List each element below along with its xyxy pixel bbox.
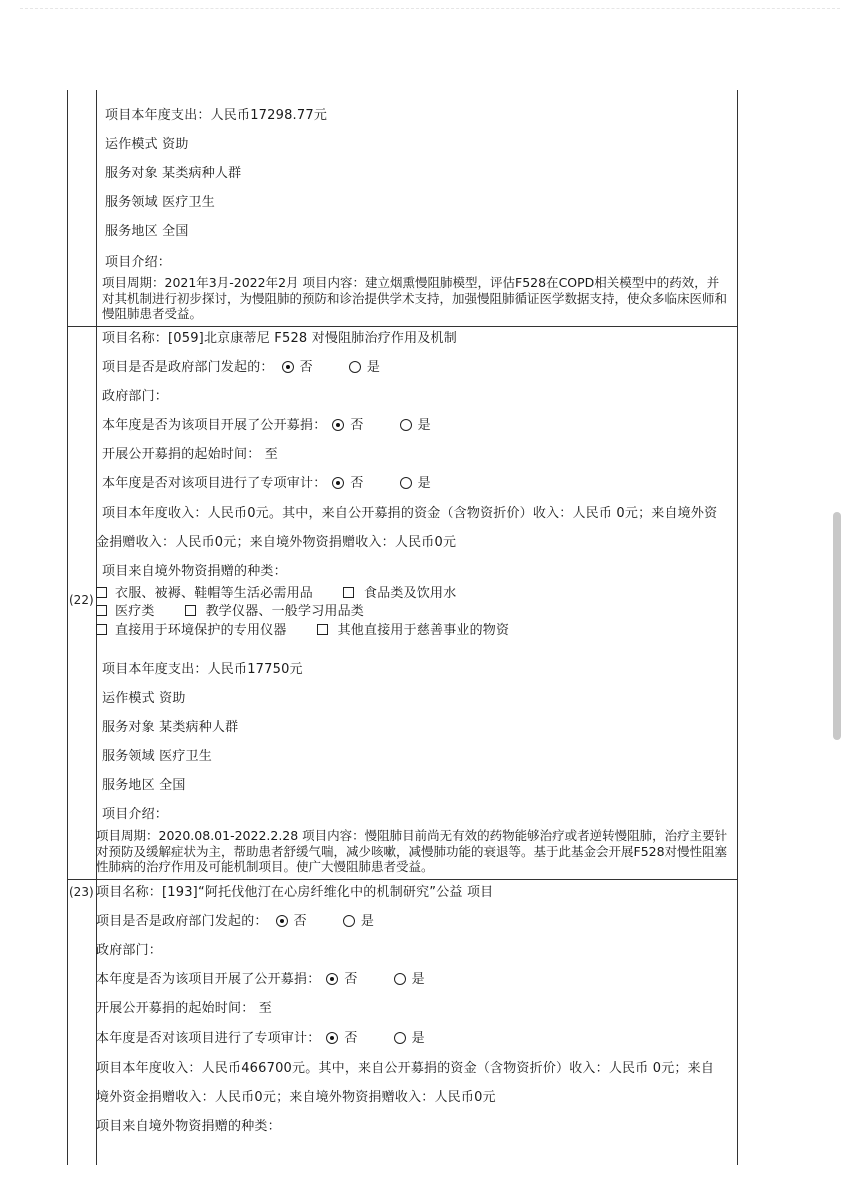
section-a-region: 服务地区 全国 <box>105 224 189 239</box>
checkbox-education[interactable] <box>185 605 196 616</box>
mode-22: 运作模式 资助 <box>102 691 186 706</box>
radio-no-selected[interactable] <box>326 973 338 985</box>
checkbox-row-2 <box>96 604 364 620</box>
checkbox-row-3 <box>96 623 509 639</box>
audit-question: 本年度是否对该项目进行了专项审计： <box>102 476 327 491</box>
radio-yes-label: 是 <box>411 972 425 987</box>
audit-row-23 <box>96 1031 425 1047</box>
row-number-22: (22) <box>69 593 94 607</box>
radio-no-selected[interactable] <box>326 1032 338 1044</box>
project-name-23: 项目名称：[193]“阿托伐他汀在心房纤维化中的机制研究”公益 项目 <box>96 885 494 900</box>
page-top-edge <box>20 8 840 9</box>
project-name-22: 项目名称：[059]北京康蒂尼 F528 对慢阻肺治疗作用及机制 <box>102 331 457 346</box>
section-a-field: 服务领域 医疗卫生 <box>105 195 215 210</box>
radio-yes-label: 是 <box>417 418 431 433</box>
radio-no-label: 否 <box>299 360 313 375</box>
radio-no-selected[interactable] <box>332 419 344 431</box>
checkbox-food-label: 食品类及饮用水 <box>364 586 457 601</box>
radio-yes[interactable] <box>400 419 412 431</box>
checkbox-environment-label: 直接用于环境保护的专用仪器 <box>115 623 287 638</box>
intro-label-22: 项目介绍： <box>102 807 169 822</box>
audit-question: 本年度是否对该项目进行了专项审计： <box>96 1031 321 1046</box>
income-line2-23: 境外资金捐赠收入：人民币0元；来自境外物资捐赠收入：人民币0元 <box>96 1090 496 1105</box>
income-line2-22: 金捐赠收入：人民币0元；来自境外物资捐赠收入：人民币0元 <box>96 535 457 550</box>
table-right-border <box>737 90 738 1165</box>
fund-time-23: 开展公开募捐的起始时间： 至 <box>96 1001 272 1016</box>
checkbox-food[interactable] <box>343 587 354 598</box>
gov-initiated-row-23 <box>96 914 374 930</box>
radio-yes-label: 是 <box>417 476 431 491</box>
checkbox-medical-label: 医疗类 <box>115 604 155 619</box>
fund-time-22: 开展公开募捐的起始时间： 至 <box>102 447 278 462</box>
checkbox-other[interactable] <box>317 624 328 635</box>
section-a-expense: 项目本年度支出：人民币17298.77元 <box>105 108 328 123</box>
intro-text-22: 项目周期：2020.08.01-2022.2.28 项目内容：慢阻肺目前尚无有效的药物能够治疗或者逆转慢阻肺，治疗主要针对预防及缓解症状为主，帮助患者舒缓气喘，减少咳嗽，减慢肺功能的衰退等。基于此基金会开展F528对慢性阻塞性肺病的治疗作用及可能机制项目。使广大慢阻肺患者受益。 <box>96 828 728 874</box>
public-fund-question: 本年度是否为该项目开展了公开募捐： <box>96 972 321 987</box>
gov-initiated-question: 项目是否是政府部门发起的： <box>96 914 268 929</box>
donation-kind-22: 项目来自境外物资捐赠的种类： <box>102 564 287 579</box>
checkbox-clothes[interactable] <box>96 587 107 598</box>
section-a-intro-text: 项目周期：2021年3月-2022年2月 项目内容：建立烟熏慢阻肺模型，评估F528在COPD相关模型中的药效，并对其机制进行初步探讨，为慢阻肺的预防和诊治提供学术支持，加强慢阻肺循证医学数据支持，使众多临床医师和慢阻肺患者受益。 <box>102 275 728 321</box>
gov-initiated-question: 项目是否是政府部门发起的： <box>102 360 274 375</box>
radio-yes[interactable] <box>349 361 361 373</box>
checkbox-other-label: 其他直接用于慈善事业的物资 <box>337 623 510 638</box>
row-divider-23 <box>67 879 738 880</box>
row-divider-22 <box>67 326 738 327</box>
donation-kind-23: 项目来自境外物资捐赠的种类： <box>96 1119 281 1134</box>
row-number-23: (23) <box>69 885 94 899</box>
vertical-scrollbar[interactable] <box>833 512 841 740</box>
section-a-mode: 运作模式 资助 <box>105 137 189 152</box>
radio-yes[interactable] <box>394 973 406 985</box>
radio-no-selected[interactable] <box>282 361 294 373</box>
checkbox-clothes-label: 衣服、被褥、鞋帽等生活必需用品 <box>115 586 314 601</box>
checkbox-environment[interactable] <box>96 624 107 635</box>
target-22: 服务对象 某类病种人群 <box>102 720 239 735</box>
expense-22: 项目本年度支出：人民币17750元 <box>102 662 303 677</box>
checkbox-medical[interactable] <box>96 605 107 616</box>
income-line1-22: 项目本年度收入：人民币0元。其中，来自公开募捐的资金（含物资折价）收入：人民币 0元；来自境外资 <box>102 506 718 521</box>
section-a-target: 服务对象 某类病种人群 <box>105 166 242 181</box>
income-line1-23: 项目本年度收入：人民币466700元。其中，来自公开募捐的资金（含物资折价）收入：人民币 0元；来自 <box>96 1061 715 1076</box>
radio-no-label: 否 <box>350 476 364 491</box>
radio-no-label: 否 <box>293 914 307 929</box>
table-left-border <box>67 90 68 1165</box>
checkbox-row-1 <box>96 586 456 602</box>
radio-yes[interactable] <box>343 915 355 927</box>
gov-initiated-row-22 <box>102 360 380 376</box>
radio-yes-label: 是 <box>360 914 375 929</box>
radio-yes-label: 是 <box>366 360 381 375</box>
radio-no-selected[interactable] <box>332 477 344 489</box>
gov-dept-22: 政府部门： <box>102 389 169 404</box>
radio-yes[interactable] <box>394 1032 406 1044</box>
radio-no-label: 否 <box>344 1031 358 1046</box>
radio-yes-label: 是 <box>411 1031 425 1046</box>
radio-no-label: 否 <box>344 972 358 987</box>
public-fund-row-23 <box>96 972 425 988</box>
checkbox-education-label: 教学仪器、一般学习用品类 <box>205 604 365 619</box>
radio-no-label: 否 <box>350 418 364 433</box>
section-a-intro-label: 项目介绍： <box>105 255 172 270</box>
region-22: 服务地区 全国 <box>102 778 186 793</box>
radio-no-selected[interactable] <box>276 915 288 927</box>
radio-yes[interactable] <box>400 477 412 489</box>
public-fund-question: 本年度是否为该项目开展了公开募捐： <box>102 418 327 433</box>
public-fund-row-22 <box>102 418 431 434</box>
audit-row-22 <box>102 476 431 492</box>
gov-dept-23: 政府部门： <box>96 943 163 958</box>
field-22: 服务领域 医疗卫生 <box>102 749 212 764</box>
